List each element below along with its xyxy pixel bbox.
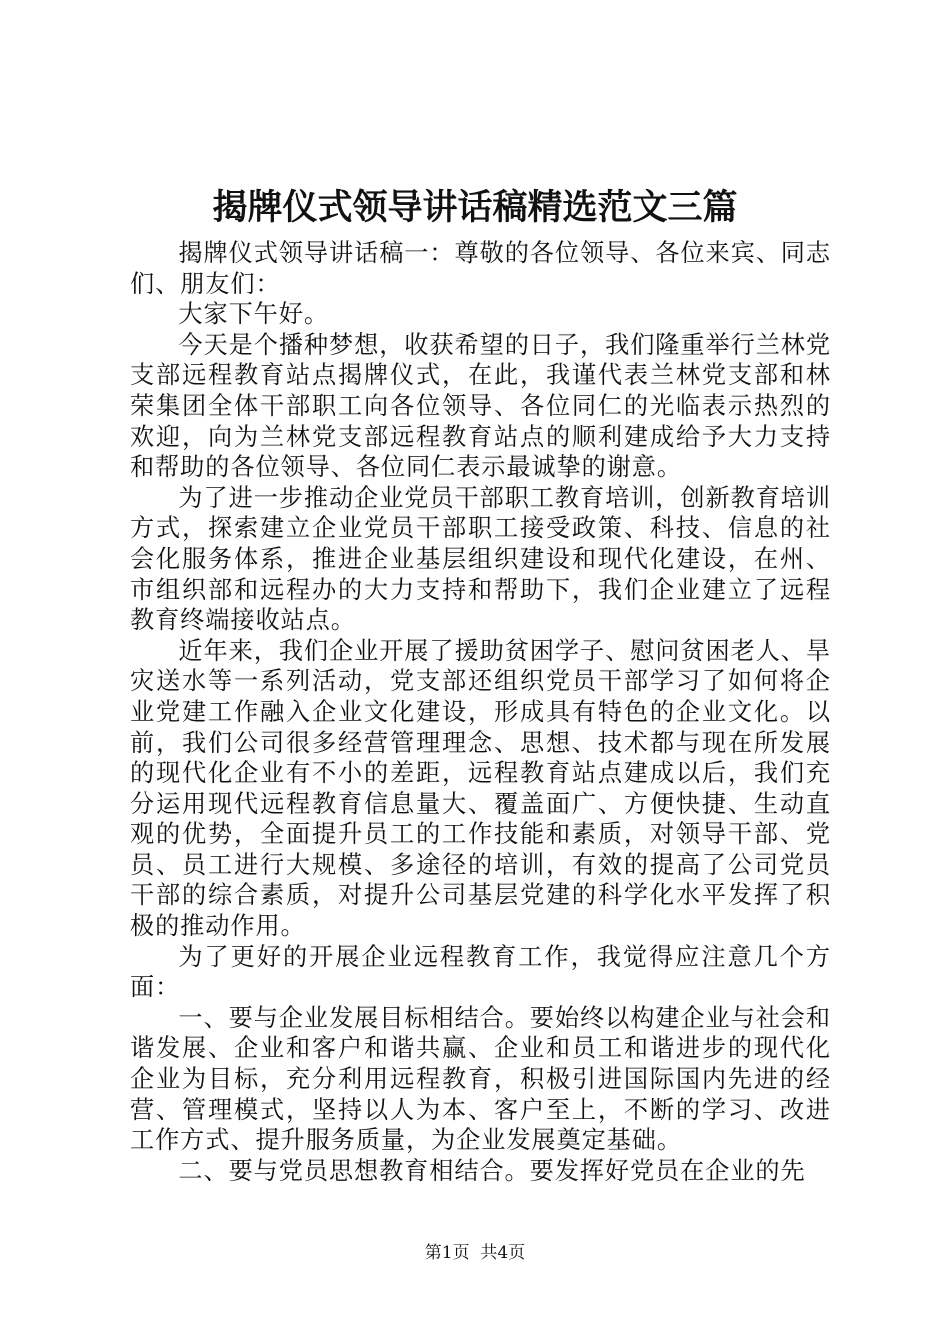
document-body [130, 238, 831, 1186]
paragraph-point-one: 一、要与企业发展目标相结合。要始终以构建企业与社会和谐发展、企业和客户和谐共赢、企业和员工和谐进步的现代化企业为目标，充分利用远程教育，积极引进国际国内先进的经营、管理模式，坚持以人为本、客户至上，不断的学习、改进工作方式、提升服务质量，为企业发展奠定基础。 [130, 1003, 831, 1155]
paragraph-greeting: 揭牌仪式领导讲话稿一：尊敬的各位领导、各位来宾、同志们、朋友们： [130, 239, 831, 298]
paragraph-good-afternoon: 大家下午好。 [178, 300, 329, 329]
paragraph-welcome: 今天是个播种梦想，收获希望的日子，我们隆重举行兰林党支部远程教育站点揭牌仪式，在此，我谨代表兰林党支部和林荣集团全体干部职工向各位领导、各位同仁的光临表示热烈的欢迎，向为兰林党支部远程教育站点的顺利建成给予大力支持和帮助的各位领导、各位同仁表示最诚挚的谢意。 [130, 330, 831, 482]
page-footer [0, 1241, 950, 1265]
paragraph-purpose: 为了进一步推动企业党员干部职工教育培训，创新教育培训方式，探索建立企业党员干部职工接受政策、科技、信息的社会化服务体系，推进企业基层组织建设和现代化建设，在州、市组织部和远程办的大力支持和帮助下，我们企业建立了远程教育终端接收站点。 [130, 483, 831, 635]
paragraph-recent-activities: 近年来，我们企业开展了援助贫困学子、慰问贫困老人、旱灾送水等一系列活动，党支部还组织党员干部学习了如何将企业党建工作融入企业文化建设，形成具有特色的企业文化。以前，我们公司很多经营管理理念、思想、技术都与现在所发展的现代化企业有不小的差距，远程教育站点建成以后，我们充分运用现代远程教育信息量大、覆盖面广、方便快捷、生动直观的优势，全面提升员工的工作技能和素质，对领导干部、党员、员工进行大规模、多途径的培训，有效的提高了公司党员干部的综合素质，对提升公司基层党建的科学化水平发挥了积极的推动作用。 [130, 636, 831, 941]
paragraph-aspects-intro: 为了更好的开展企业远程教育工作，我觉得应注意几个方面： [130, 942, 831, 1002]
document-title: 揭牌仪式领导讲话稿精选范文三篇 [212, 187, 738, 228]
page-number: 第1页 共4页 [424, 1243, 526, 1263]
paragraph-point-two: 二、要与党员思想教育相结合。要发挥好党员在企业的先 [178, 1156, 806, 1185]
